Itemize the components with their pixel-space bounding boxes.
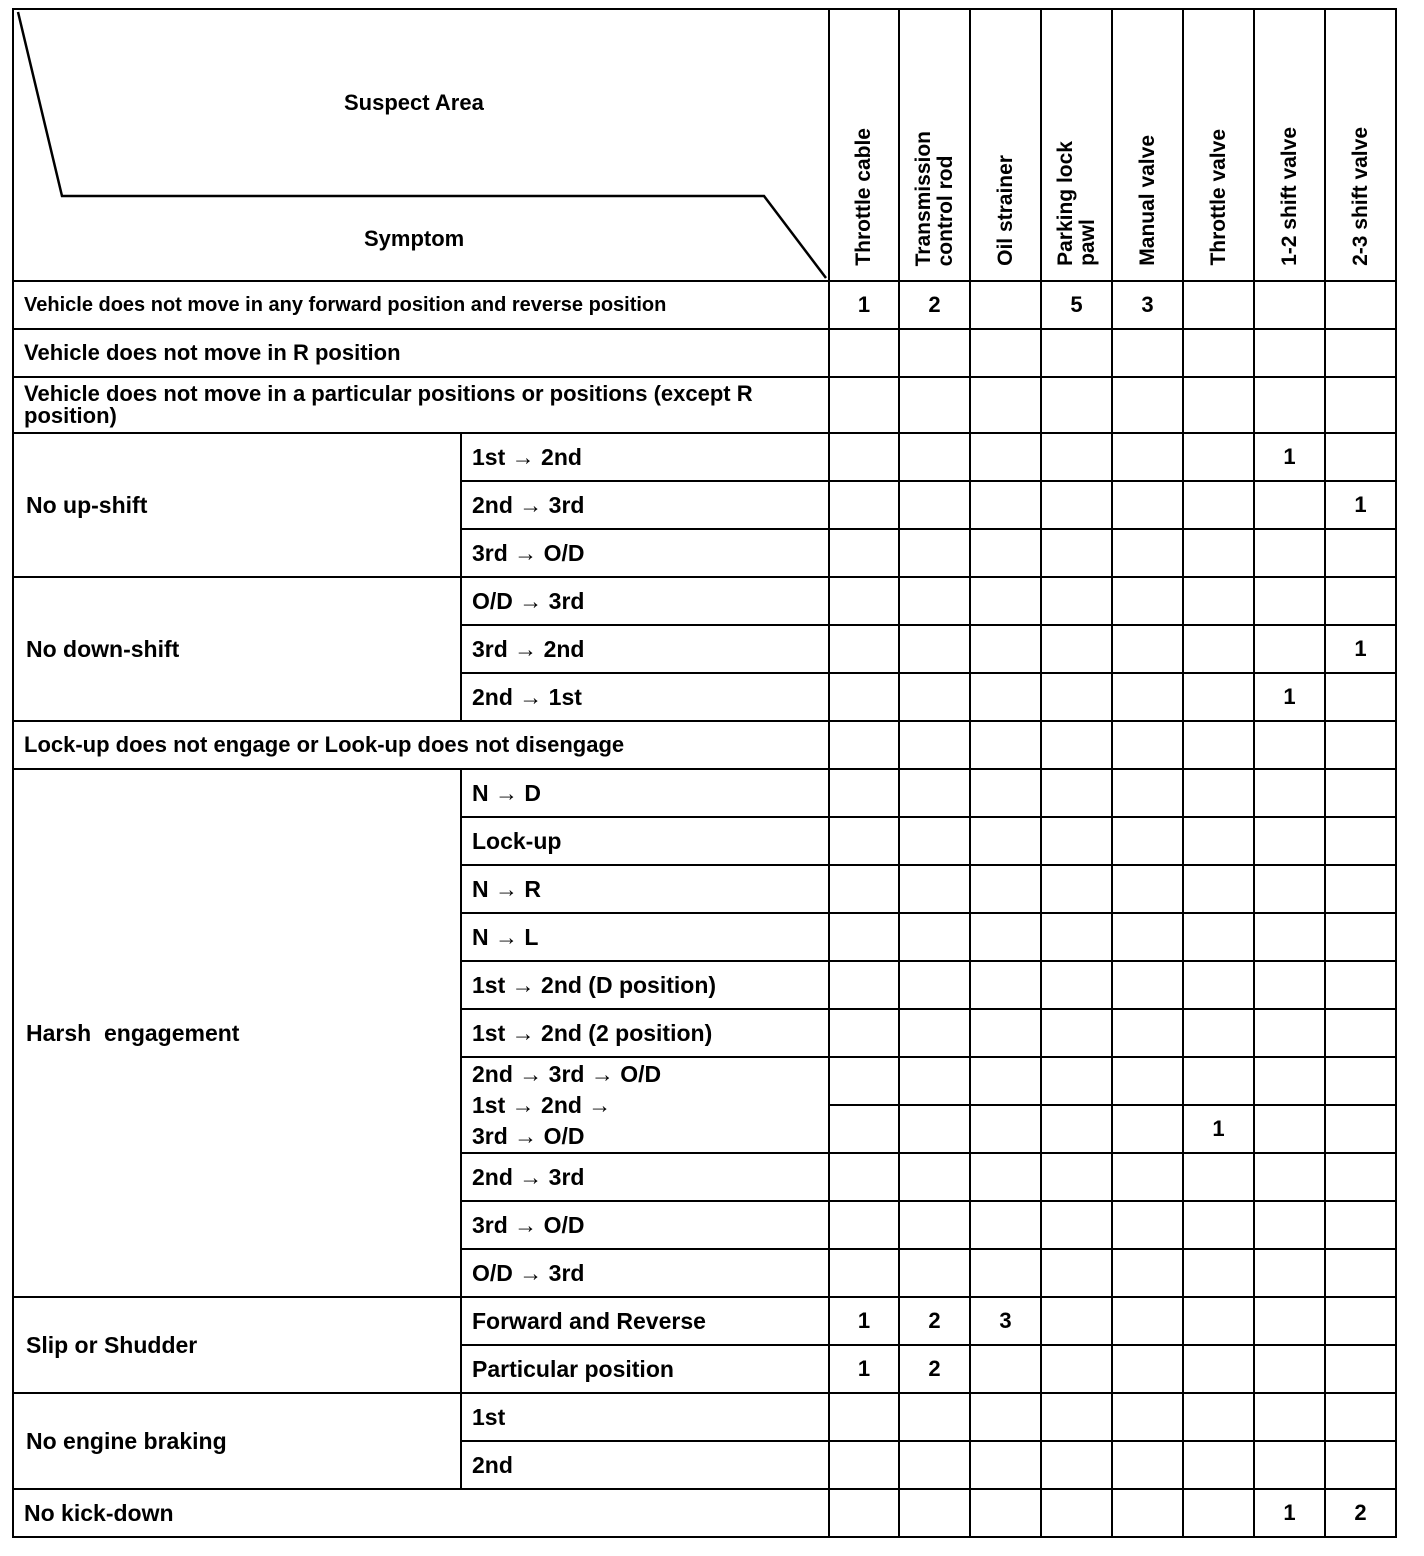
table-row bbox=[13, 769, 1396, 817]
sub-symptom-cell: 2nd → 1st bbox=[461, 673, 829, 721]
value-cell: 2 bbox=[1325, 1489, 1396, 1537]
sub-symptom-cell: O/D → 3rd bbox=[461, 577, 829, 625]
value-cell bbox=[1254, 281, 1325, 329]
value-cell: 1 bbox=[1325, 481, 1396, 529]
value-cell: 2 bbox=[899, 1297, 970, 1345]
header-row bbox=[13, 9, 1396, 281]
value-cell: 2 bbox=[899, 281, 970, 329]
value-cell: 1 bbox=[1183, 1057, 1254, 1153]
sub-symptom-cell: 3rd → O/D bbox=[461, 529, 829, 577]
col-throttle-valve: Throttle valve bbox=[1183, 9, 1254, 281]
value-cell: 3 bbox=[1112, 281, 1183, 329]
symptom-cell: No kick-down bbox=[13, 1489, 829, 1537]
table-row bbox=[13, 1297, 1396, 1345]
value-cell: 3 bbox=[970, 1297, 1041, 1345]
symptom-matrix-table bbox=[12, 8, 1397, 1538]
symptom-label: Symptom bbox=[364, 226, 465, 251]
value-cell bbox=[1325, 281, 1396, 329]
table-row bbox=[13, 1489, 1396, 1537]
sub-symptom-cell: N → R bbox=[461, 865, 829, 913]
suspect-area-label: Suspect Area bbox=[344, 90, 484, 115]
group-label-no-downshift: No down-shift bbox=[13, 577, 461, 721]
value-cell: 1 bbox=[829, 1297, 899, 1345]
symptom-cell: Vehicle does not move in R position bbox=[13, 329, 829, 377]
col-1-2-shift-valve: 1-2 shift valve bbox=[1254, 9, 1325, 281]
value-cell: 1 bbox=[1254, 1489, 1325, 1537]
table-row bbox=[13, 329, 1396, 377]
col-oil-strainer: Oil strainer bbox=[970, 9, 1041, 281]
group-label-slip-or-shudder: Slip or Shudder bbox=[13, 1297, 461, 1393]
value-cell: 1 bbox=[1325, 625, 1396, 673]
sub-symptom-cell: 3rd → 2nd bbox=[461, 625, 829, 673]
table-row bbox=[13, 1393, 1396, 1441]
group-label-no-upshift: No up-shift bbox=[13, 433, 461, 577]
table-row bbox=[13, 433, 1396, 481]
sub-symptom-cell: N → L bbox=[461, 913, 829, 961]
sub-symptom-cell: 1st bbox=[461, 1393, 829, 1441]
value-cell: 1 bbox=[1254, 433, 1325, 481]
table-row bbox=[13, 281, 1396, 329]
symptom-cell: Vehicle does not move in a particular positions or positions (except R position) bbox=[13, 377, 829, 433]
sub-symptom-cell: 2nd bbox=[461, 1441, 829, 1489]
sub-symptom-cell-multiline: 2nd → 3rd → O/D 1st → 2nd → 3rd → O/D bbox=[461, 1057, 829, 1153]
value-cell bbox=[970, 281, 1041, 329]
sub-symptom-cell: Lock-up bbox=[461, 817, 829, 865]
col-parking-lock-pawl: Parking lock pawl bbox=[1041, 9, 1112, 281]
col-2-3-shift-valve: 2-3 shift valve bbox=[1325, 9, 1396, 281]
sub-symptom-cell: N → D bbox=[461, 769, 829, 817]
col-manual-valve: Manual valve bbox=[1112, 9, 1183, 281]
sub-symptom-cell: Forward and Reverse bbox=[461, 1297, 829, 1345]
sub-symptom-cell: 2nd → 3rd bbox=[461, 1153, 829, 1201]
sub-symptom-cell: O/D → 3rd bbox=[461, 1249, 829, 1297]
value-cell bbox=[1183, 281, 1254, 329]
sub-symptom-cell: 2nd → 3rd bbox=[461, 481, 829, 529]
col-transmission-control-rod: Transmission control rod bbox=[899, 9, 970, 281]
col-throttle-cable: Throttle cable bbox=[829, 9, 899, 281]
table-row bbox=[13, 577, 1396, 625]
value-cell: 2 bbox=[899, 1345, 970, 1393]
value-cell: 1 bbox=[1254, 673, 1325, 721]
value-cell: 5 bbox=[1041, 281, 1112, 329]
table-row bbox=[13, 377, 1396, 433]
sub-symptom-cell: Particular position bbox=[461, 1345, 829, 1393]
sub-symptom-cell: 1st → 2nd bbox=[461, 433, 829, 481]
group-label-no-engine-braking: No engine braking bbox=[13, 1393, 461, 1489]
value-cell: 1 bbox=[829, 1345, 899, 1393]
sub-symptom-cell: 1st → 2nd (D position) bbox=[461, 961, 829, 1009]
group-label-harsh-engagement: Harsh engagement bbox=[13, 769, 461, 1297]
symptom-cell: Vehicle does not move in any forward position and reverse position bbox=[13, 281, 829, 329]
sub-symptom-cell: 3rd → O/D bbox=[461, 1201, 829, 1249]
diagonal-header-cell bbox=[13, 9, 829, 281]
table-row bbox=[13, 721, 1396, 769]
value-cell: 1 bbox=[829, 281, 899, 329]
symptom-cell: Lock-up does not engage or Look-up does not disengage bbox=[13, 721, 829, 769]
sub-symptom-cell: 1st → 2nd (2 position) bbox=[461, 1009, 829, 1057]
